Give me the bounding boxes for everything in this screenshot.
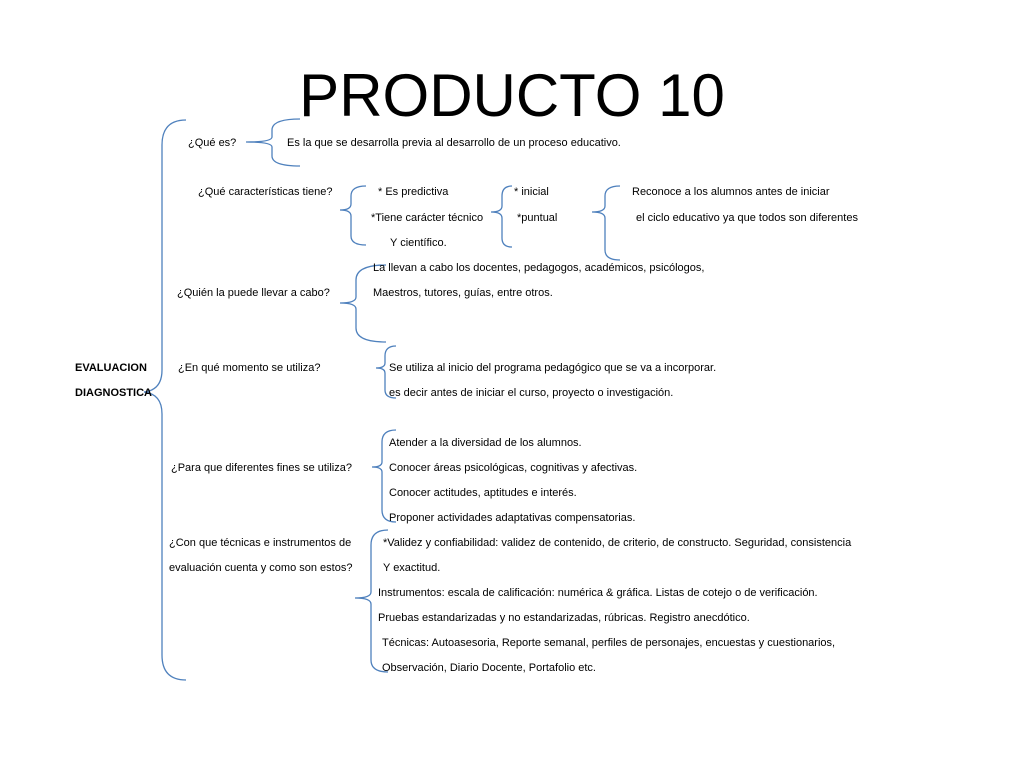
main-brace	[144, 120, 186, 680]
q1-question: ¿Qué es?	[188, 137, 237, 149]
q5-answer-4: Proponer actividades adaptativas compensatorias.	[389, 512, 636, 524]
q3-answer-2: Maestros, tutores, guías, entre otros.	[373, 287, 553, 299]
q4-answer-1: Se utiliza al inicio del programa pedagógico que se va a incorporar.	[389, 362, 717, 374]
q4-question: ¿En qué momento se utiliza?	[178, 362, 321, 374]
root-label-2: DIAGNOSTICA	[75, 387, 152, 399]
q1-answer: Es la que se desarrolla previa al desarrollo de un proceso educativo.	[287, 137, 621, 149]
brace-q2-features	[340, 186, 366, 245]
q5-answer-3: Conocer actitudes, aptitudes e interés.	[389, 487, 577, 499]
q6-answer-1: *Validez y confiabilidad: validez de contenido, de criterio, de constructo. Seguridad, consistencia	[383, 537, 852, 549]
q5-question: ¿Para que diferentes fines se utiliza?	[171, 462, 352, 474]
q5-answer-2: Conocer áreas psicológicas, cognitivas y afectivas.	[389, 462, 638, 474]
q6-answer-4: Pruebas estandarizadas y no estandarizadas, rúbricas. Registro anecdótico.	[378, 612, 750, 624]
q2-feature-2: *Tiene carácter técnico	[371, 212, 484, 224]
q2-type-2: *puntual	[517, 212, 558, 224]
q6-answer-6: Observación, Diario Docente, Portafolio etc.	[382, 662, 596, 674]
q2-question: ¿Qué características tiene?	[198, 186, 333, 198]
slide-title: PRODUCTO 10	[299, 62, 725, 129]
root-label-1: EVALUACION	[75, 362, 147, 374]
q3-answer-1: La llevan a cabo los docentes, pedagogos, académicos, psicólogos,	[373, 262, 705, 274]
q6-answer-5: Técnicas: Autoasesoria, Reporte semanal, perfiles de personajes, encuestas y cuestionarios,	[382, 637, 836, 649]
q2-note-2: el ciclo educativo ya que todos son diferentes	[636, 212, 858, 224]
q5-answer-1: Atender a la diversidad de los alumnos.	[389, 437, 582, 449]
q6-answer-2: Y exactitud.	[383, 562, 441, 574]
q6-question-2: evaluación cuenta y como son estos?	[169, 562, 353, 574]
q3-question: ¿Quién la puede llevar a cabo?	[177, 287, 330, 299]
brace-q2-note	[592, 186, 620, 260]
q6-answer-3: Instrumentos: escala de calificación: numérica & gráfica. Listas de cotejo o de verificación.	[378, 587, 818, 599]
brace-q6	[355, 530, 388, 672]
q4-answer-2: es decir antes de iniciar el curso, proyecto o investigación.	[389, 387, 674, 399]
q2-note-1: Reconoce a los alumnos antes de iniciar	[632, 186, 830, 198]
q2-feature-3: Y científico.	[390, 237, 447, 249]
q6-question-1: ¿Con que técnicas e instrumentos de	[169, 537, 352, 549]
q2-type-1: * inicial	[514, 186, 549, 198]
brace-q2-types	[491, 186, 512, 247]
q2-feature-1: * Es predictiva	[378, 186, 449, 198]
brace-q3	[340, 265, 386, 342]
